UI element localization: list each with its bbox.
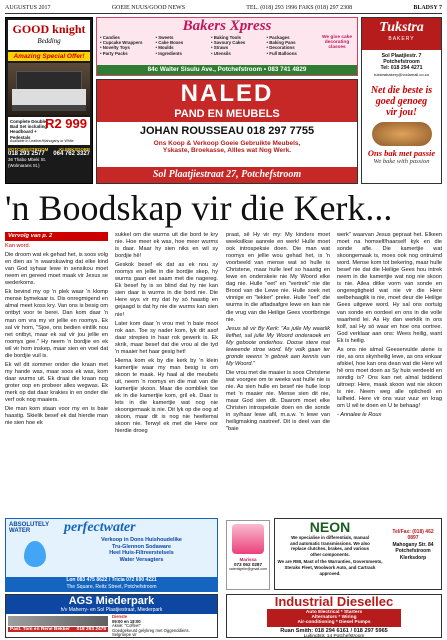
ags-ad bbox=[5, 594, 218, 638]
naled-ad bbox=[96, 79, 358, 184]
tukstra-addr1: Sol Plaatjiestr. 7 bbox=[381, 53, 422, 59]
bakers-tag: We give cake decorating classes bbox=[321, 35, 353, 50]
naled-name: JOHAN ROUSSEAU 018 297 7755 bbox=[139, 125, 315, 137]
perfectwater-addr: The Square, Reitz Street, Potchefstroom bbox=[66, 584, 157, 590]
neon-logo: NEON bbox=[309, 519, 351, 535]
bed-image bbox=[8, 63, 90, 115]
industrial-line: Alternators * Wiring bbox=[311, 615, 357, 621]
byline: Vervolg van p. 2 bbox=[5, 232, 108, 241]
naled-line1: Ons Koop & Verkoop Goeie Gebruikte Meubels, bbox=[153, 140, 301, 147]
ags-ribbon: Dienste bbox=[112, 614, 128, 619]
bakers-item: • Ingredients bbox=[155, 50, 182, 56]
water-drop-icon bbox=[24, 541, 46, 567]
paragraph: Die man kom staan voor my en is baie haastig. Skielik besef ek dat hierdie man nie sien hoe ek bbox=[5, 406, 108, 427]
bakers-item: • Baking Pans bbox=[266, 40, 296, 46]
paragraph: Later kom daar 'n vrou met 'n baie mooi rok aan. Toe sy nader kom, lyk dit asof daar strepies in haar rok gewerk is. Ek skrik, maar besef dat die vrou al die tyd 'n maaier het haar gesig het! bbox=[115, 320, 218, 355]
tukstra-ad bbox=[361, 17, 442, 184]
article-column-3 bbox=[226, 232, 330, 556]
bakers-addr: 84c Walter Sisulu Ave., Potchefstroom bbox=[147, 66, 263, 73]
header-page: BLADSY 7 bbox=[413, 4, 442, 11]
bakers-item: • Utensils bbox=[211, 50, 231, 56]
perfectwater-line: Verkoop in Dons Huishoudelike bbox=[101, 537, 182, 543]
bakers-item: • Full Balloons bbox=[266, 50, 297, 56]
perfectwater-logo: perfectwater bbox=[64, 520, 136, 535]
bakers-item: • Savoury Cakes bbox=[211, 40, 246, 46]
article-column-2 bbox=[115, 232, 218, 556]
bakers-title: Bakers Xpress bbox=[182, 18, 272, 34]
goodknight-phone2: 064 762 3327 bbox=[53, 151, 90, 158]
marissa-phone: 073 062 0287 bbox=[233, 562, 263, 568]
header-paper: GOEIE NUUS/GOOD NEWS bbox=[111, 4, 186, 11]
header-contact: TEL. (018) 293 1996 FAKS (018) 297 2308 bbox=[246, 4, 353, 11]
header-date: AUGUSTUS 2017 bbox=[5, 4, 51, 11]
perfectwater-line: Water Versagters bbox=[119, 556, 164, 563]
perfectwater-footer: Lon 083 475 8622 / Tricia 072 690 4221 bbox=[66, 577, 157, 583]
neon-town: Klerksdorp bbox=[399, 554, 427, 561]
goodknight-note: Available in Leather/Mahogany or White bbox=[10, 138, 74, 143]
paragraph: Ek bevind my op 'n plek waar 'n klomp mense bymekaar is. Dis onregmigend en almal meet koss kry. Van ons is besig om ontbyt voor te berei. Dan kom daar 'n man om vra my vir jellie en roomys. Ek sal vir hom, "Sjoe, ons bedien eintlik nou net ontbyt, maar ek sal vir jou jellie en roomys gee." Hy neem 'n bordjie en ek wil vir hom inskep, maar sien en voel dat die bordjie vuil is. bbox=[5, 289, 108, 359]
neon-line: and automatic transmissions. We also bbox=[290, 540, 370, 546]
perfectwater-ad bbox=[5, 518, 218, 592]
paragraph: Geskok besef ek dat as ek nou sy roomys en jellie in die bordjie skep, hy wurms gaan eet saam met die nagereg. Ek besef hy is so blind dat hy nie kan sien daar is wurms in die bord nie. Die Here wys vir my dat hy só haastig en gejaagd is dat hy nie die wurms kan sien nie! bbox=[115, 262, 218, 318]
ags-line: Selgroepe vir bbox=[112, 632, 137, 638]
bakers-item: • Party Packs bbox=[100, 50, 128, 56]
perfectwater-line: Tru-Glennon Sodaware bbox=[111, 543, 171, 550]
bakers-item: • Novelty Toys bbox=[100, 45, 130, 51]
goodknight-brand: GOOD knight bbox=[12, 22, 86, 36]
industrial-contact: Ruan Smith: 018 294 6161 / 018 297 5965 bbox=[280, 627, 388, 634]
goodknight-price: R2 999 bbox=[45, 116, 87, 131]
tukstra-slogan2: goed genoeg bbox=[375, 95, 428, 107]
ags-title: AGS Miederpark bbox=[6, 595, 217, 607]
bakers-item: • Sweets bbox=[155, 35, 174, 40]
paragraph: Ek wil dit sommer onder die kraan met my hande was, maar soos ek was, kom daar wurms uit. Ek draai die kraan nog groter oop en probeer alles wegwas. Ek merk op dat daar krakies in en onder die verf ook nog maaiers. bbox=[5, 361, 108, 404]
neon-line: We specialise in differentials, manual bbox=[291, 535, 369, 540]
page-header bbox=[5, 4, 442, 14]
marissa-name: Marissa bbox=[239, 557, 257, 562]
tukstra-brand: Tukstra bbox=[379, 20, 424, 35]
bakers-item: • Straws bbox=[211, 45, 229, 51]
tukstra-tel: Tel: 018 294 4271 bbox=[380, 65, 423, 72]
bakers-item: • Cake Boxes bbox=[155, 40, 184, 46]
industrial-addr: Luitingtstr. 14 Potchefstroom bbox=[303, 633, 365, 638]
perfectwater-brand: ABSOLUTELY WATER bbox=[9, 522, 50, 534]
goodknight-town: POTCHEFSTROOM bbox=[8, 147, 49, 152]
industrial-title: Industrial Diesellec bbox=[274, 594, 394, 609]
ags-line: Goedgekeurd gelykreg met Oggenddiens. bbox=[112, 627, 190, 633]
tukstra-email: tukstrabakery@vodamail.co.za bbox=[374, 71, 429, 77]
article-column-1 bbox=[5, 232, 108, 556]
paragraph: werk" waarvan Jesus gepraat het. Elkeen moet na homself/haarself kyk en die sonde afle. Die kamertjie wat skoongemaak is, moes ook nog ontruimd word. Mense kom tot bekering, maar hulle besef nie dat die Heilige Gees hou intrek neem in die kamertjie wat nog nie skoon is nie. Ailea ditke vorm van sonde en ongeregtigheid wat nie vir die Here welbehaaglik is nie, moet deur die Heilige Gees uitgewe word. Hy sal ons oortuig van sonde en oordeel en ons in die volle waarheid lei. As Hy dan werklik in ons kolf, sal Hy só waar en hoe ons oortree. God verklaar aan ons: Wees heilig, want Ek is heilig. bbox=[337, 232, 442, 344]
paragraph: Die droom wat ek gehad het, is soos volg en dien as 'n waarskuwing dat elke kind van God syhaar lewe in sensikou moet neem en gereed moet maak vir Jesus se wederkoms. bbox=[5, 252, 108, 287]
naled-addr: Sol Plaatjiestraat 27, Potchefstroom bbox=[97, 167, 357, 183]
bakers-ad: Bakers Xpress • Candies • Sweets • Baking Tools • Packages • Cupcake Wrappers • Cake Boxes • Savoury Cakes • Baking Pans • Novelty Toys • Moulds • Straws • Decorations • Party Packs • Ingredients • Utensils • Full Balloons We give cake decorating classes 84c Walter Sisulu Ave., Potchefstroom • 083 741 4829 bbox=[96, 17, 358, 76]
church-photo bbox=[8, 616, 108, 626]
tukstra-slogan1: Net die beste is bbox=[370, 84, 433, 96]
bakers-item: • Packages bbox=[266, 35, 290, 40]
article-title: 'n Boodskap vir die Kerk... bbox=[5, 188, 393, 228]
naled-title: NALED bbox=[97, 80, 357, 108]
goodknight-phone: 018 293 2577 bbox=[8, 151, 45, 158]
paragraph: praat, sê Hy vir my: My kinders moet weeksilkse aanrele en werk! Hulle moet ook introspeksie doen. Die man wat roomys en jellie wou gehad het, is 'n voorbeeld van mense wat só hulle is Christene, maar hulle leef so haastig en lewe en onderskeie nie My Woord elke dag nie. Hulle "eet" en "vertrek" nie die Brood van die Lewe nie. Hulle soek net vinnige en "lekker" preke. Hulle "eet" die wurms in die aftadsafgre lewe en kan nie die vrug van die Heilige Gees voortbringe nie. bbox=[226, 232, 330, 323]
bakers-item: • Cupcake Wrappers bbox=[100, 40, 143, 46]
cake-image bbox=[232, 524, 264, 554]
tukstra-bottom: Ons bak met passie bbox=[367, 147, 436, 158]
tukstra-addr2: Potchefstroom bbox=[383, 59, 420, 66]
ags-pastor: Past. Tom en René Bekker bbox=[10, 627, 70, 632]
bread-image bbox=[372, 122, 432, 146]
paragraph: Die vrou met die maaier is soos Christene wat voorgee om te weeks wat hulle nie is nie. As sien hulle en besef nie hulle loop met 'n maaier nie. Mense sien dit nie, maar God sien dit. Daarom moet elke Christen introspeksie doen en die sonde in sy/haar lewe afil, m.a.w. 'n lewe van heiligmaking nastreef. Dit is deel van die "baie bbox=[226, 369, 330, 433]
goodknight-offer: Complete Double Bad Set including Headboard + Pedestals bbox=[10, 119, 48, 140]
paragraph: sukkel om die wurms uit die bord te kry nie. Hoe meer ek was, hoe meer wurms is daar. Maar hy sien niks en wil sy bordjie hê! bbox=[115, 232, 218, 260]
bakers-phone: 083 741 4829 bbox=[267, 66, 307, 73]
industrial-ad bbox=[226, 594, 442, 638]
paragraph: As ons nie almal Geeservulde alene is nie, as ons skynheilig lewe, as ons enkaar afskiel, hoe kan ons dean wat die Here wil hê ons moet doen as Sy huis verdeeld en sondig is? Ons kan net almal biddend uitroep: Here, maak skoon wat nie skoon is nie. Neem weg alle oplichedi en luilheid. Here vir ons vuur vuur en krag om U wil te doen en U te behaag! bbox=[337, 346, 442, 410]
bakers-item: • Moulds bbox=[155, 45, 174, 51]
ags-line: Aksië: "Coffee!" bbox=[112, 623, 141, 629]
bakers-item: • Baking Tools bbox=[211, 35, 241, 40]
ags-phone: 018 293 2475 bbox=[76, 627, 106, 632]
paragraph: Jesus sê vir By Kerk: "As julle My waarlik liefhet, sal julle My Woord onderaoek en My gebooie onderhou. Doose stere mal leweende stroe word. My volk gaan ter gronde weens 'n gebrek aan kennis van My Woord." bbox=[226, 325, 330, 367]
industrial-line: Air-conditioning * Diesel Pumps bbox=[297, 620, 371, 626]
neon-ad bbox=[274, 518, 442, 590]
neon-line: other components. bbox=[310, 551, 350, 557]
neon-tel: Tel/Fax: (018) 462 0897 bbox=[392, 529, 434, 542]
tukstra-sub: BAKERY bbox=[388, 36, 415, 42]
marissa-ad bbox=[226, 520, 270, 590]
goodknight-banner: Amazing Special Offer! bbox=[8, 52, 90, 61]
neon-line: replace clutches, brakes, and various bbox=[290, 546, 370, 552]
tukstra-slogan3: vir jou! bbox=[386, 106, 417, 118]
paragraph: Hierna kom ek by die kerk by 'n klein kamertjie waar my man besig is om skoon te maak. Hy haal al die meubels uit, neem 'n roomys en die mat van die kamertjie skoon. Maar die oombliek toe ek in die kamertjie kom, gril ek. Daar is lets in die kamertjie wat nog nie skoongemaak is nie. Dit lyk op die oog af skoon, maar dit is nog nie heeltemal skoon nie. Terwyl ek met die Here oor hierdie droeg bbox=[115, 357, 218, 435]
article-column-4 bbox=[337, 232, 442, 556]
author: - Annalee le Roux bbox=[337, 412, 382, 419]
perfectwater-line: Heel Huis-Filtreerstelsels bbox=[109, 550, 174, 557]
goodknight-town2: KLERKSDORP bbox=[59, 147, 90, 152]
goodknight-ad bbox=[5, 17, 93, 184]
neon-line: We are RMI, Mast of the Warranties, Governments, bbox=[277, 559, 383, 565]
paragraph: Kan word. bbox=[5, 243, 31, 250]
naled-line2: Yskaste, Broekasse, Allles wat Nog Werk. bbox=[162, 147, 292, 154]
bakers-item: • Decorations bbox=[266, 45, 295, 51]
goodknight-addr: 36 Thabo Mbeki St. (Wolmarans St.) bbox=[8, 157, 46, 168]
naled-sub: PAND EN MEUBELS bbox=[97, 108, 357, 122]
tukstra-bottom2: We bake with passion bbox=[373, 157, 430, 165]
neon-line: Steraks Fleet, Woolwork Auto, and Cartrack approved. bbox=[284, 564, 376, 576]
industrial-line: Auto Electrical * Starters bbox=[305, 610, 363, 615]
marissa-email: valentigelle@gmail.com bbox=[228, 567, 267, 572]
ags-sub: h/v Maherry- en Sol Plaatjiestraat, Miederpark bbox=[6, 607, 217, 614]
neon-addr: Mahogany Str. 84 Potchefstroom bbox=[392, 541, 434, 555]
goodknight-sub: Bedding bbox=[37, 37, 61, 45]
ags-line: 09:00 en 18:00 bbox=[112, 618, 141, 624]
bakers-item: • Candies bbox=[100, 35, 120, 40]
